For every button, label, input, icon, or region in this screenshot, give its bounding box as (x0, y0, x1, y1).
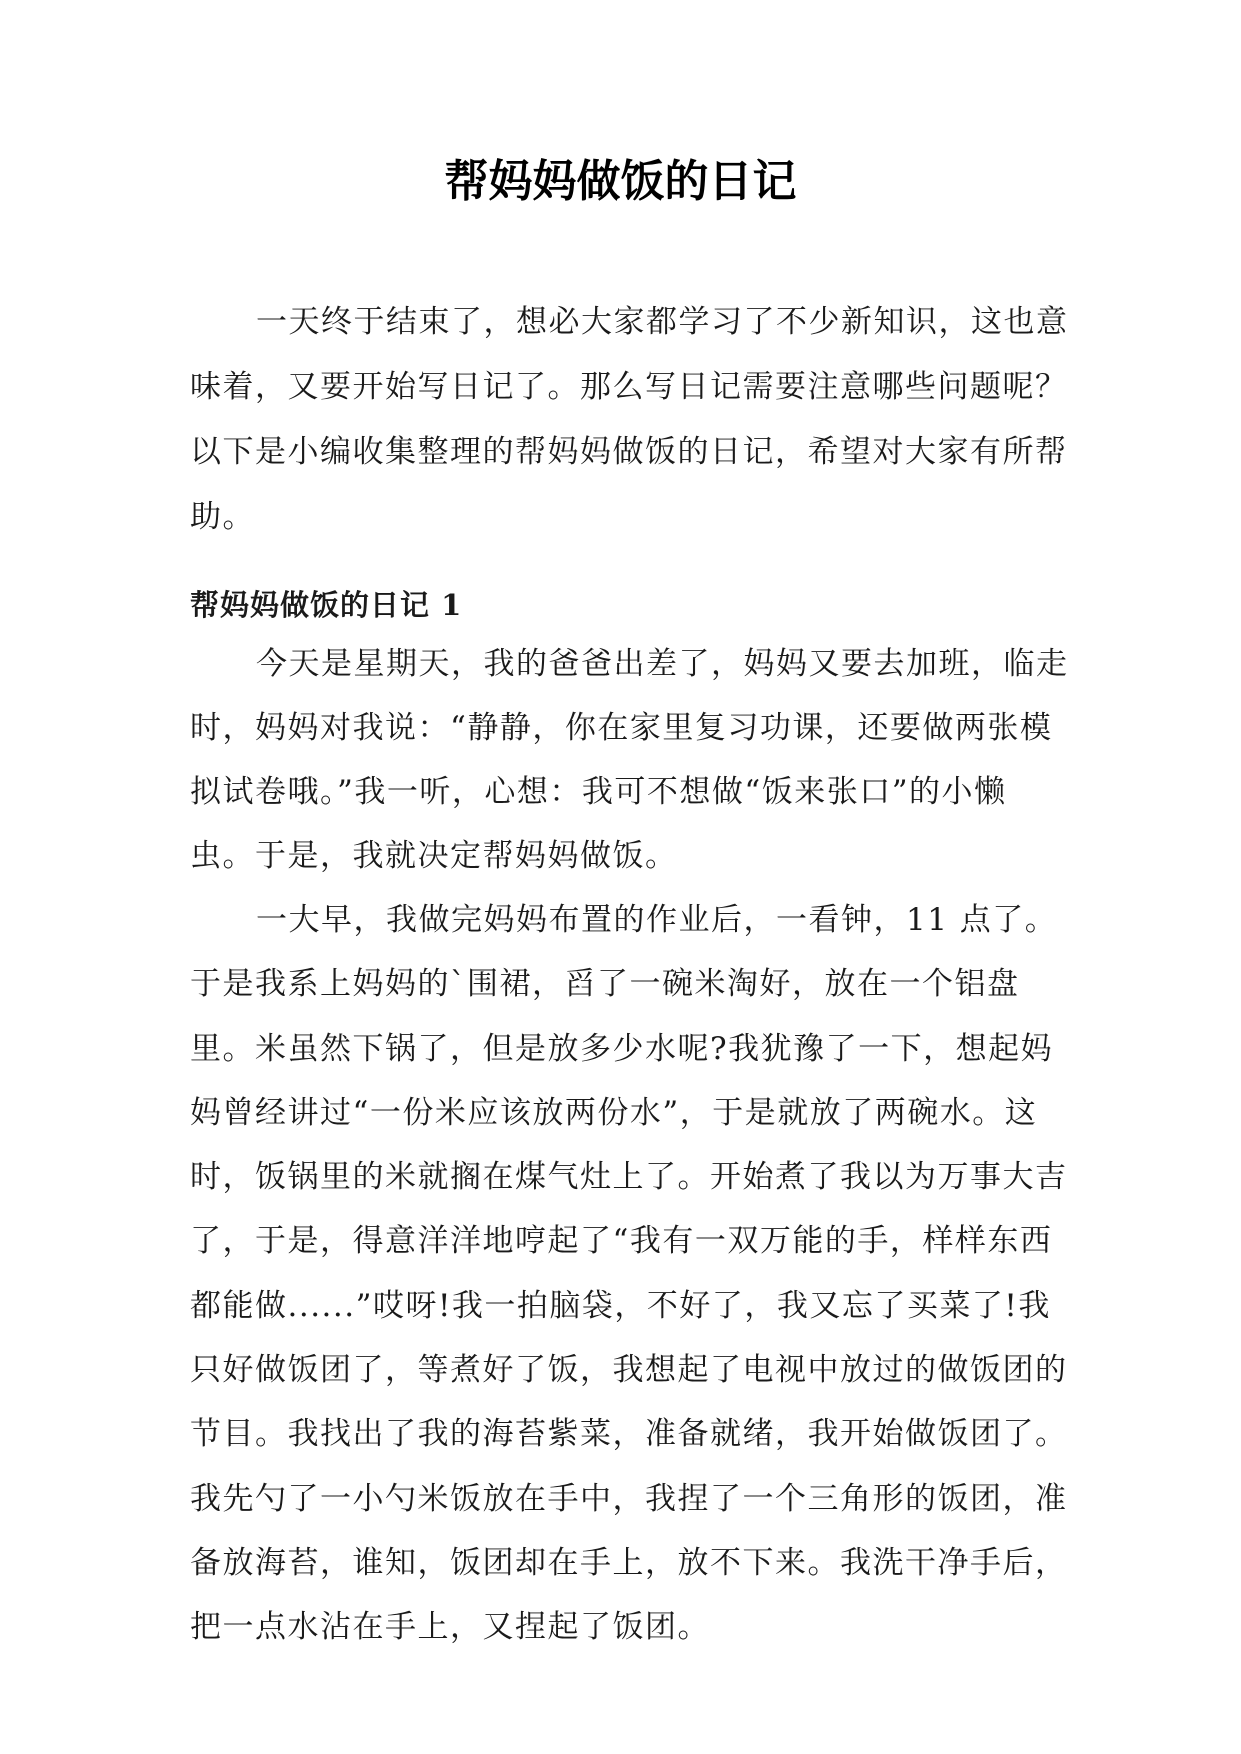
document-title: 帮妈妈做饭的日记 (444, 156, 797, 207)
section-heading: 帮妈妈做饭的日记 1 (190, 588, 463, 622)
intro-paragraph: 一天终于结束了，想必大家都学习了不少新知识，这也意味着，又要开始写日记了。那么写日记需要注意哪些问题呢？以下是小编收集整理的帮妈妈做饭的日记，希望对大家有所帮助。 (190, 304, 1069, 535)
body-paragraph: 今天是星期天，我的爸爸出差了，妈妈又要去加班，临走时，妈妈对我说：“静静，你在家里复习功课，还要做两张模拟试卷哦。”我一听，心想：我可不想做“饭来张口”的小懒虫。于是，我就决定帮妈妈做饭。 (190, 646, 1069, 874)
body-paragraph: 一大早，我做完妈妈布置的作业后，一看钟，11 点了。于是我系上妈妈的`围裙，舀了一碗米淘好，放在一个铝盘里。米虽然下锅了，但是放多少水呢?我犹豫了一下，想起妈妈曾经讲过“一份米应该放两份水”，于是就放了两碗水。这时，饭锅里的米就搁在煤气灶上了。开始煮了我以为万事大吉了，于是，得意洋洋地哼起了“我有一双万能的手，样样东西都能做......”哎呀!我一拍脑袋，不好了，我又忘了买菜了!我只好做饭团了，等煮好了饭，我想起了电视中放过的做饭团的节目。我找出了我的海苔紫菜，准备就绪，我开始做饭团了。我先勺了一小勺米饭放在手中，我捏了一个三角形的饭团，准备放海苔，谁知，饭团却在手上，放不下来。我洗干净手后，把一点水沾在手上，又捏起了饭团。 (190, 902, 1068, 1646)
